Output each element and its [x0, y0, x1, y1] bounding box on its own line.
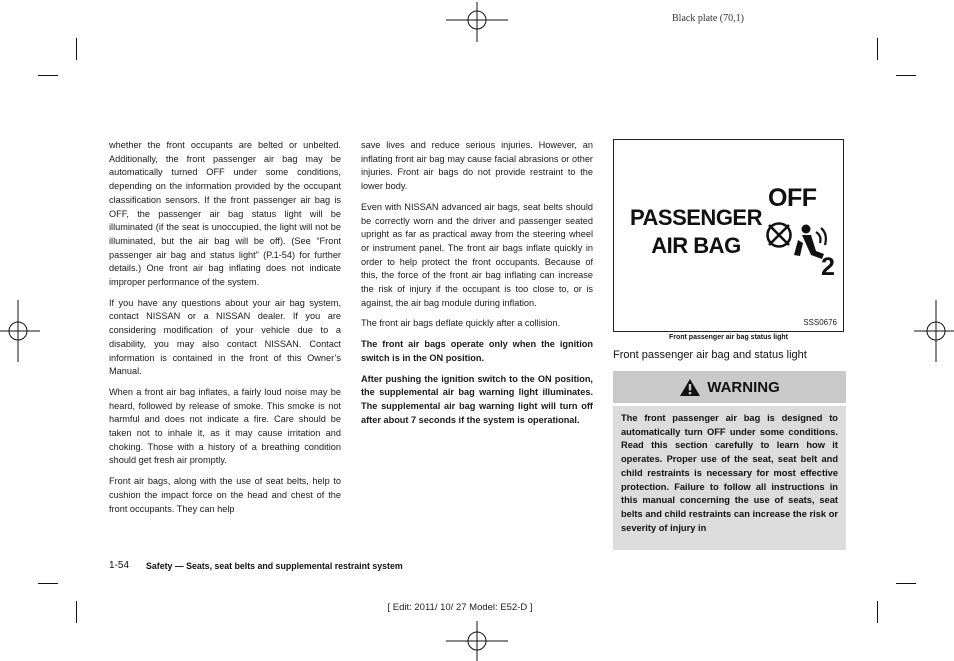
text-column-left: [109, 139, 341, 523]
registration-mark-bottom: [446, 621, 508, 661]
crop-mark: [877, 38, 878, 60]
paragraph: The front air bags deflate quickly after a collision.: [361, 318, 561, 329]
crop-mark: [38, 75, 58, 76]
warning-header: [613, 371, 846, 403]
registration-mark-top: [446, 2, 508, 42]
warning-text: The front passenger air bag is designed to automatically turn OFF under some conditions. Read this section carefully to learn how it operates. Proper use of the seat, seat belt and child restraints is necessary for most effective protection. Failure to follow all instructions in this manual concerning the use of seats, seat belts and child restraints can increase the risk or severity of injury in: [621, 413, 838, 533]
crop-mark: [896, 583, 916, 584]
svg-text:2: 2: [821, 253, 835, 276]
figure-off-label: OFF: [768, 184, 817, 212]
section-title: Front passenger air bag and status light: [613, 349, 807, 361]
crop-mark: [877, 601, 878, 623]
edit-info: [ Edit: 2011/ 10/ 27 Model: E52-D ]: [387, 602, 533, 613]
crop-mark: [76, 38, 77, 60]
paragraph: whether the front occupants are belted or unbelted. Additionally, the front passenger air bag may be automatically turned OFF under some conditions, depending on the information provided by the occupant classification sensors. If the front passenger air bag is OFF, the passenger air bag status light will be illuminated (if the seat is unoccupied, the light will not be illuminated, but the air bag will be off). (See “Front passenger air bag and status light” (P.1-54) for further details.) One front air bag inflating does not indicate improper performance of the system.: [109, 140, 341, 288]
warning-label: WARNING: [707, 378, 780, 396]
warning-body: [613, 406, 846, 550]
plate-label: Black plate (70,1): [672, 13, 744, 24]
figure-passenger-label: [626, 204, 766, 260]
figure-caption: Front passenger air bag status light: [668, 334, 789, 341]
warning-triangle-icon: [679, 378, 701, 397]
figure-code: SSS0676: [803, 318, 837, 327]
paragraph: Even with NISSAN advanced air bags, seat belts should be correctly worn and the driver and passenger seated upright as far as practical away from the steering wheel or instrument panel. The front air bags inflate quickly in order to help protect the front occupants. Because of this, the force of the front air bag inflating can increase the risk of injury if the occupant is too close to, or is against, the air bag module during inflation.: [361, 201, 593, 308]
airbag-off-icon: [764, 218, 840, 276]
text-column-middle: [361, 139, 593, 434]
paragraph: Front air bags, along with the use of seat belts, help to cushion the impact force on the head and chest of the front occupants. They can help: [109, 476, 341, 514]
figure-line-passenger: PASSENGER: [629, 205, 762, 230]
status-light-figure: [613, 139, 844, 332]
paragraph: When a front air bag inflates, a fairly loud noise may be heard, followed by release of smoke. This smoke is not harmful and does not indicate a fire. Care should be taken not to inhale it, as it may cause irritation and choking. Those with a history of a breathing condition should get fresh air promptly.: [109, 386, 341, 466]
registration-mark-left: [0, 300, 40, 362]
crop-mark: [38, 583, 58, 584]
crop-mark: [76, 601, 77, 623]
paragraph: If you have any questions about your air bag system, contact NISSAN or a NISSAN dealer. If you are considering modification of your vehicle due to a disability, you may also contact NISSAN. Contact information is contained in the front of this Owner’s Manual.: [109, 297, 341, 377]
crop-mark: [896, 75, 916, 76]
footer-section-title: Safety — Seats, seat belts and supplemental restraint system: [146, 561, 403, 571]
registration-mark-right: [914, 300, 954, 362]
bold-paragraph: After pushing the ignition switch to the ON position, the supplemental air bag warning light illuminates. The supplemental air bag warning light will turn off after about 7 seconds if the system is operational.: [361, 373, 593, 425]
figure-line-airbag: AIR BAG: [651, 233, 741, 258]
paragraph: save lives and reduce serious injuries. However, an inflating front air bag may cause facial abrasions or other injuries. Front air bags do not provide restraint to the lower body.: [361, 140, 593, 192]
bold-paragraph: The front air bags operate only when the ignition switch is in the ON position.: [361, 339, 593, 363]
page-number: 1-54: [109, 560, 130, 571]
